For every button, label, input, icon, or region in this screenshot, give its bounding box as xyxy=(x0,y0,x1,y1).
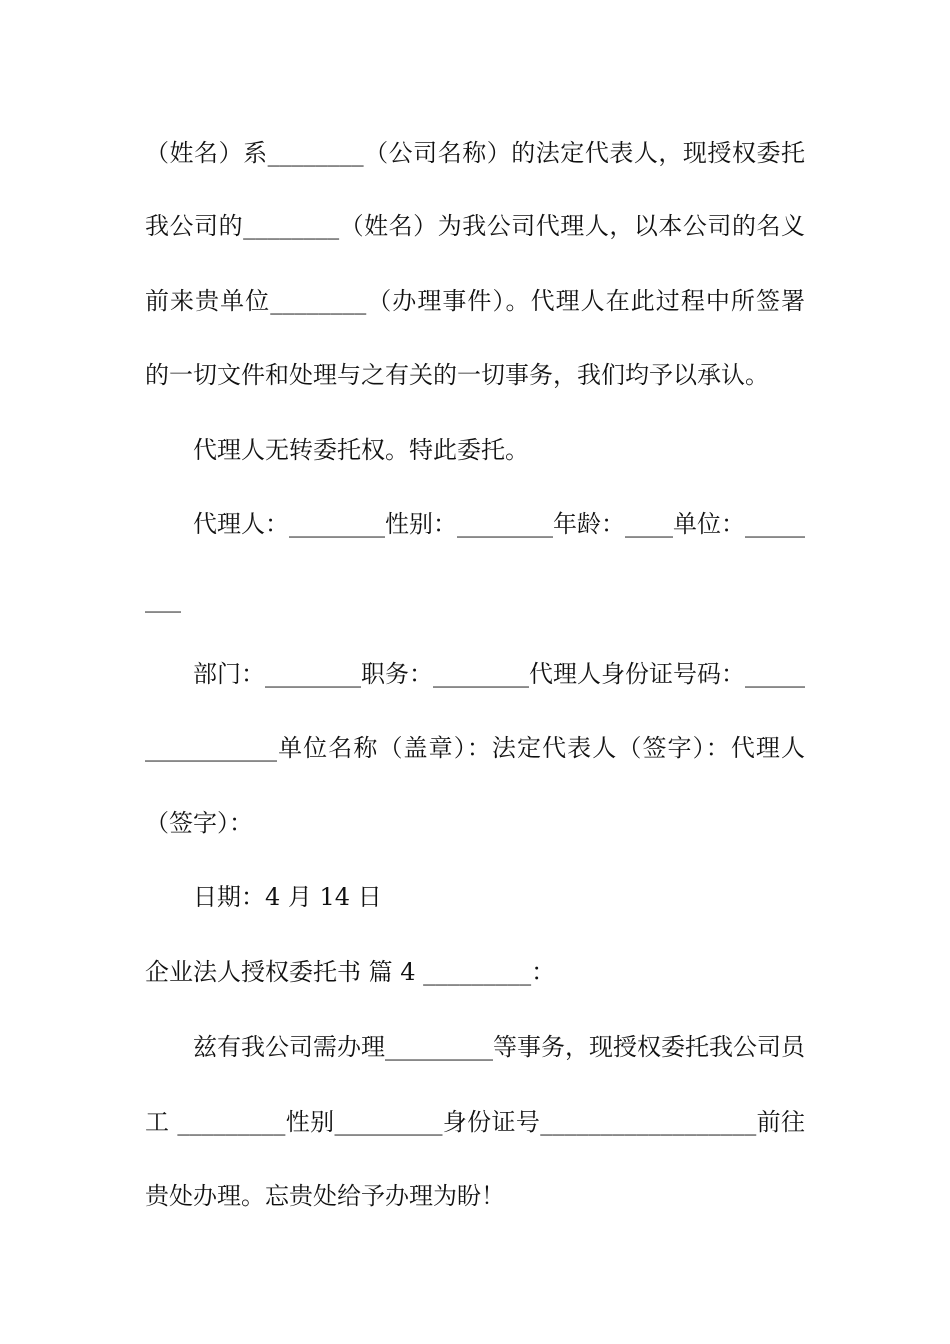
body-text-line: 贵处办理。忘贵处给予办理为盼！ xyxy=(145,1182,505,1210)
body-text-line: 代理人无转委托权。特此委托。 xyxy=(193,436,529,464)
body-text-line: 兹有我公司需办理_________等事务，现授权委托我公司员 xyxy=(193,1033,805,1061)
form-field-line: （签字）： xyxy=(145,809,253,837)
section-heading: 企业法人授权委托书 篇 4 _________： xyxy=(145,958,556,986)
form-field-line: ___________单位名称（盖章）：法定代表人（签字）：代理人 xyxy=(145,734,805,762)
form-field-line: 部门：________职务：________代理人身份证号码：_____ xyxy=(193,660,805,688)
body-text-line: 我公司的________（姓名）为我公司代理人，以本公司的名义 xyxy=(145,212,805,240)
form-field-line: ___ xyxy=(145,585,181,613)
form-field-line: 代理人：________性别：________年龄：____单位：_____ xyxy=(193,510,805,538)
body-text-line: 前来贵单位________（办理事件）。代理人在此过程中所签署 xyxy=(145,287,805,315)
date-line: 日期：4 月 14 日 xyxy=(193,883,382,911)
body-text-line: 的一切文件和处理与之有关的一切事务，我们均予以承认。 xyxy=(145,361,769,389)
body-text-line: （姓名）系________（公司名称）的法定代表人，现授权委托 xyxy=(145,139,805,167)
body-text-line: 工 _________性别_________身份证号__________________前往 xyxy=(145,1108,805,1136)
